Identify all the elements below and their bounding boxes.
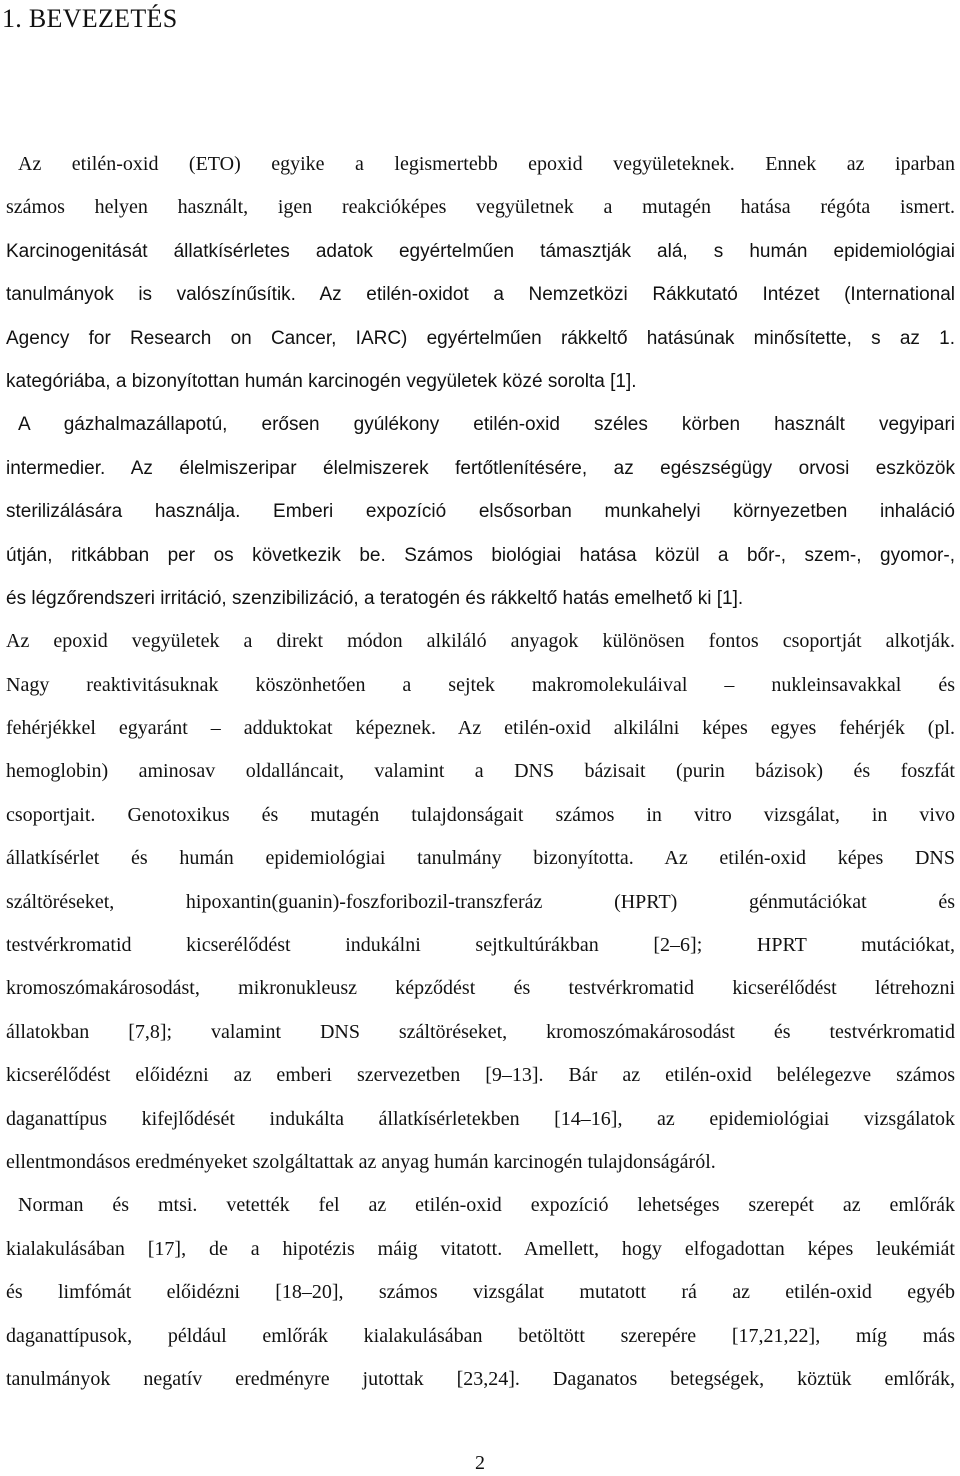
page-number: 2 xyxy=(475,1452,485,1474)
body-text xyxy=(6,143,955,1401)
text-line: kategóriába, a bizonyítottan humán karcinogén vegyületek közé sorolta [1]. xyxy=(6,370,637,392)
text-line: útján, ritkábban per os következik be. Számos biológiai hatása közül a bőr-, szem-, gyomor-, xyxy=(6,544,955,566)
text-line: állatokban [7,8]; valamint DNS száltöréseket, kromoszómakárosodást és testvérkromatid xyxy=(6,1020,955,1043)
text-line: Nagy reaktivitásuknak köszönhetően a sejtek makromolekuláival – nukleinsavakkal és xyxy=(6,673,955,696)
text-line: ellentmondásos eredményeket szolgáltattak az anyag humán karcinogén tulajdonságáról. xyxy=(6,1150,716,1173)
text-line: sterilizálására használja. Emberi expozíció elsősorban munkahelyi környezetben inhaláció xyxy=(6,501,955,523)
text-line: A gázhalmazállapotú, erősen gyúlékony etilén-oxid széles körben használt vegyipari xyxy=(18,414,955,436)
text-line: Norman és mtsi. vetették fel az etilén-oxid expozíció lehetséges szerepét az emlőrák xyxy=(18,1194,955,1217)
text-line: testvérkromatid kicserélődést indukálni sejtkultúrákban [2–6]; HPRT mutációkat, xyxy=(6,934,955,957)
text-line: kromoszómakárosodást, mikronukleusz képződést és testvérkromatid kicserélődést létrehozni xyxy=(6,977,955,1000)
text-line: Agency for Research on Cancer, IARC) egyértelműen rákkeltő hatásúnak minősítette, s az 1. xyxy=(6,327,955,349)
text-line: számos helyen használt, igen reakcióképes vegyületnek a mutagén hatása régóta ismert. xyxy=(6,196,955,219)
text-line: kicserélődést előidézni az emberi szervezetben [9–13]. Bár az etilén-oxid belélegezve számos xyxy=(6,1064,955,1087)
text-line: daganattípusok, például emlőrák kialakulásában betöltött szerepére [17,21,22], míg más xyxy=(6,1324,955,1347)
text-line: fehérjékkel egyaránt – adduktokat képeznek. Az etilén-oxid alkilálni képes egyes fehérjék (pl. xyxy=(6,717,955,740)
text-line: Karcinogenitását állatkísérletes adatok egyértelműen támasztják alá, s humán epidemiológiai xyxy=(6,240,955,262)
text-line: hemoglobin) aminosav oldalláncait, valamint a DNS bázisait (purin bázisok) és foszfát xyxy=(6,760,955,783)
text-line: daganattípus kifejlődését indukálta állatkísérletekben [14–16], az epidemiológiai vizsgálatok xyxy=(6,1107,955,1130)
text-line: Az epoxid vegyületek a direkt módon alkiláló anyagok különösen fontos csoportját alkotják. xyxy=(6,630,955,653)
section-heading: 1. BEVEZETÉS xyxy=(2,4,178,33)
text-line: kialakulásában [17], de a hipotézis máig vitatott. Amellett, hogy elfogadottan képes leukémiát xyxy=(6,1237,955,1260)
text-line: és légzőrendszeri irritáció, szenzibilizáció, a teratogén és rákkeltő hatás emelhető ki [1]. xyxy=(6,587,744,609)
text-line: tanulmányok is valószínűsítik. Az etilén-oxidot a Nemzetközi Rákkutató Intézet (International xyxy=(6,284,955,306)
text-line: és limfómát előidézni [18–20], számos vizsgálat mutatott rá az etilén-oxid egyéb xyxy=(6,1281,955,1304)
text-line: állatkísérlet és humán epidemiológiai tanulmány bizonyította. Az etilén-oxid képes DNS xyxy=(6,847,955,870)
text-line: száltöréseket, hipoxantin(guanin)-foszforibozil-transzferáz (HPRT) génmutációkat és xyxy=(6,890,955,913)
text-line: csoportjait. Genotoxikus és mutagén tulajdonságait számos in vitro vizsgálat, in vivo xyxy=(6,803,955,826)
text-line: tanulmányok negatív eredményre jutottak [23,24]. Daganatos betegségek, köztük emlőrák, xyxy=(6,1367,955,1390)
text-line: intermedier. Az élelmiszeripar élelmiszerek fertőtlenítésére, az egészségügy orvosi eszközök xyxy=(6,457,955,479)
text-line: Az etilén-oxid (ETO) egyike a legismertebb epoxid vegyületeknek. Ennek az iparban xyxy=(18,153,955,175)
